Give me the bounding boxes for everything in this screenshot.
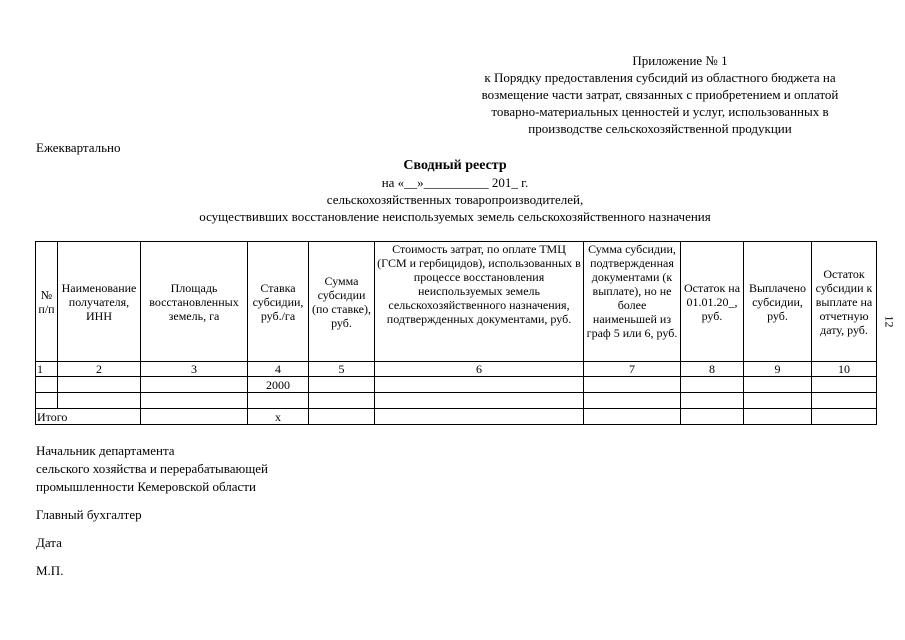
column-number: 7 [584, 362, 681, 377]
date-label: Дата [36, 535, 62, 550]
document-title: Сводный реестр [403, 158, 507, 173]
table-cell [58, 377, 141, 393]
header-cell: Наименование получателя, ИНН [58, 242, 141, 362]
table-cell [744, 409, 812, 425]
header-cell: Сумма субсидии, подтвержденная документами (к выплате), но не более наименьшей из граф 5 или 6, руб. [584, 242, 681, 362]
column-number: 1 [36, 362, 58, 377]
title-date-line: на «__»__________ 201_ г. [381, 175, 529, 190]
table-cell [375, 409, 584, 425]
column-number: 10 [812, 362, 877, 377]
table-cell [812, 377, 877, 393]
title-block [100, 157, 810, 225]
periodicity-label: Ежеквартально [36, 140, 121, 155]
header-row [36, 242, 877, 362]
table-cell [309, 393, 375, 409]
column-number: 5 [309, 362, 375, 377]
table-cell [744, 377, 812, 393]
header-cell: Площадь восстановленных земель, га [141, 242, 248, 362]
table-cell [584, 377, 681, 393]
column-number: 6 [375, 362, 584, 377]
table-cell [375, 393, 584, 409]
table-cell [309, 377, 375, 393]
table-cell [248, 393, 309, 409]
head-title-line-1: Начальник департамента [36, 443, 175, 458]
table-cell [744, 393, 812, 409]
appendix-line-1: Приложение № 1 [632, 53, 728, 68]
table-cell [309, 409, 375, 425]
appendix-line-3: возмещение части затрат, связанных с приобретением и оплатой [481, 87, 839, 102]
header-cell: Ставка субсидии, руб./га [248, 242, 309, 362]
appendix-line-5: производстве сельскохозяйственной продукции [528, 121, 792, 136]
table-cell [36, 393, 58, 409]
table-cell [375, 377, 584, 393]
table-cell [812, 393, 877, 409]
page-number: 12 [882, 315, 897, 328]
table-row [36, 377, 877, 393]
title-line-4: осуществивших восстановление неиспользуемых земель сельскохозяйственного назначения [199, 209, 711, 224]
registry-table [35, 241, 877, 425]
table-cell [681, 409, 744, 425]
table-cell [141, 393, 248, 409]
total-row [36, 409, 877, 425]
header-cell: № п/п [36, 242, 58, 362]
header-cell: Сумма субсидии (по ставке), руб. [309, 242, 375, 362]
column-number-row [36, 362, 877, 377]
column-number: 2 [58, 362, 141, 377]
header-cell: Остаток субсидии к выплате на отчетную дату, руб. [812, 242, 877, 362]
head-title-line-2: сельского хозяйства и перерабатывающей [36, 461, 268, 476]
table-cell [812, 409, 877, 425]
header-cell: Остаток на 01.01.20_, руб. [681, 242, 744, 362]
signature-block [36, 442, 268, 580]
accountant-label: Главный бухгалтер [36, 507, 142, 522]
total-rate-mark: х [248, 409, 309, 425]
rate-cell: 2000 [248, 377, 309, 393]
header-cell: Выплачено субсидии, руб. [744, 242, 812, 362]
column-number: 4 [248, 362, 309, 377]
total-label: Итого [36, 409, 141, 425]
head-title-line-3: промышленности Кемеровской области [36, 479, 256, 494]
table-cell [584, 393, 681, 409]
table-cell [681, 377, 744, 393]
table-cell [141, 409, 248, 425]
header-cell: Стоимость затрат, по оплате ТМЦ (ГСМ и гербицидов), использованных в процессе восстановления неиспользуемых земель сельскохозяйственного назначения, подтвержденных документами, руб. [375, 242, 584, 362]
table-cell [584, 409, 681, 425]
table-cell [141, 377, 248, 393]
seal-label: М.П. [36, 563, 64, 578]
column-number: 3 [141, 362, 248, 377]
title-line-3: сельскохозяйственных товаропроизводителей, [326, 192, 584, 207]
appendix-line-4: товарно-материальных ценностей и услуг, использованных в [491, 104, 829, 119]
appendix-header [360, 52, 905, 137]
table-row [36, 393, 877, 409]
appendix-line-2: к Порядку предоставления субсидий из областного бюджета на [484, 70, 836, 85]
column-number: 8 [681, 362, 744, 377]
table-cell [58, 393, 141, 409]
column-number: 9 [744, 362, 812, 377]
table-cell [36, 377, 58, 393]
table-cell [681, 393, 744, 409]
